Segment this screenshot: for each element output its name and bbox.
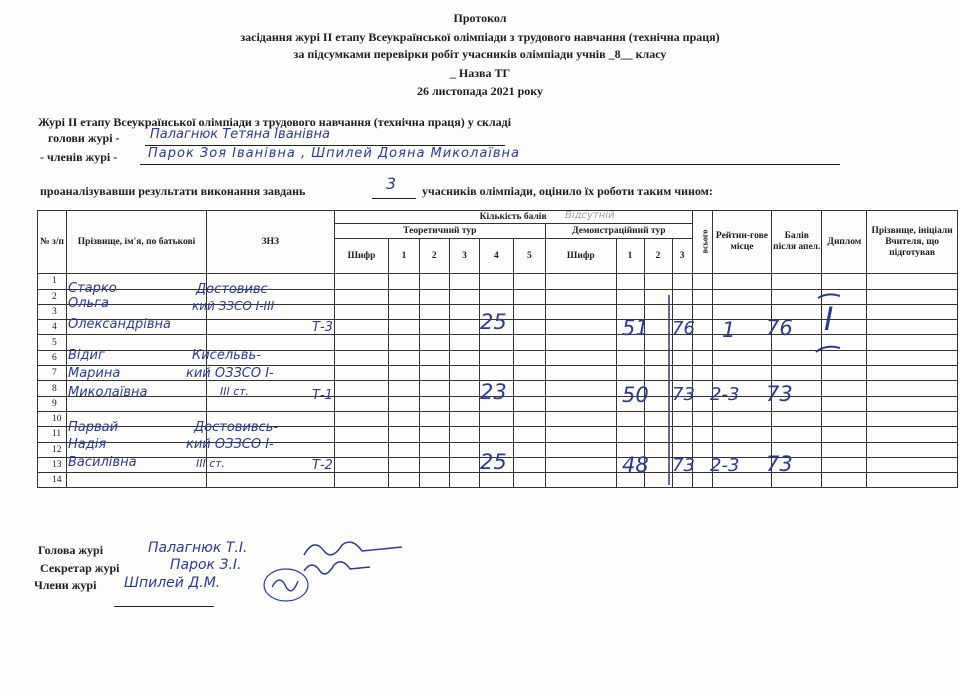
table-cell	[546, 274, 617, 289]
table-cell	[692, 427, 712, 442]
entry-total: 76	[672, 318, 695, 339]
table-cell	[867, 427, 958, 442]
table-cell	[513, 350, 545, 365]
table-cell	[546, 396, 617, 411]
demo-q2: 2	[644, 239, 672, 274]
table-cell	[867, 457, 958, 472]
table-cell	[334, 366, 389, 381]
row-number: 6	[38, 350, 67, 365]
table-cell	[546, 411, 617, 426]
table-cell	[672, 411, 692, 426]
table-cell	[822, 366, 867, 381]
entry-theory-score: 25	[480, 310, 507, 334]
head-value: Палагнюк Тетяна Іванівна	[150, 127, 330, 142]
stamp-note: Відсутній	[565, 210, 615, 221]
table-cell	[419, 473, 449, 488]
table-cell	[692, 289, 712, 304]
entry-name: Миколаївна	[68, 385, 148, 400]
col-scores-header: Кількість балів	[334, 211, 692, 224]
table-cell	[822, 473, 867, 488]
table-cell	[480, 350, 514, 365]
table-cell	[513, 473, 545, 488]
entry-name: Василівна	[68, 455, 137, 470]
table-cell	[419, 442, 449, 457]
table-cell	[449, 396, 479, 411]
analysis-count: 3	[386, 174, 397, 193]
table-cell	[712, 427, 771, 442]
row-number: 13	[38, 457, 67, 472]
entry-school: Кисельвь-	[192, 348, 261, 363]
theory-q1: 1	[389, 239, 419, 274]
table-cell	[546, 473, 617, 488]
table-cell	[513, 304, 545, 319]
entry-appeal: 76	[766, 316, 793, 340]
sign-secretary-value: Парок З.І.	[170, 557, 242, 573]
protocol-community: _ Назва ТГ	[449, 66, 511, 80]
table-cell	[867, 473, 958, 488]
table-cell	[867, 289, 958, 304]
table-cell	[419, 335, 449, 350]
table-cell	[867, 335, 958, 350]
table-cell	[334, 411, 389, 426]
table-cell	[419, 457, 449, 472]
entry-appeal: 73	[766, 382, 793, 406]
entry-name: Старко	[68, 281, 117, 296]
protocol-class-line: за підсумками перевірки робіт учасників олімпіади учнів _8__ класу	[293, 47, 667, 61]
row-number: 3	[38, 304, 67, 319]
row-number: 11	[38, 427, 67, 442]
entry-school: ІІІ ст.	[220, 385, 250, 398]
entry-school: ІІІ ст.	[196, 457, 226, 470]
entry-demo-score: 51	[622, 316, 649, 340]
entry-school: кий ОЗЗСО І-	[186, 437, 274, 452]
table-cell	[772, 274, 822, 289]
table-cell	[692, 320, 712, 335]
table-cell	[692, 304, 712, 319]
table-cell	[867, 320, 958, 335]
table-cell	[822, 442, 867, 457]
table-cell	[480, 366, 514, 381]
entry-school: кий ЗЗСО І-ІІІ	[192, 299, 275, 313]
entry-name: Відиг	[68, 348, 105, 363]
table-cell	[546, 457, 617, 472]
table-cell	[449, 442, 479, 457]
table-cell	[867, 274, 958, 289]
entry-name: Надія	[68, 437, 107, 452]
entry-name: Парвай	[68, 420, 119, 435]
col-demo-header: Демонстраційний тур	[546, 224, 693, 239]
table-cell	[389, 411, 419, 426]
table-cell	[867, 442, 958, 457]
table-cell	[449, 473, 479, 488]
table-cell	[334, 274, 389, 289]
table-cell	[449, 335, 479, 350]
entry-school: Достовивсь-	[194, 420, 279, 435]
table-cell	[334, 304, 389, 319]
entry-demo-score: 50	[622, 383, 649, 407]
table-cell	[449, 457, 479, 472]
table-cell	[206, 473, 334, 488]
protocol-subtitle: засідання журі ІІ етапу Всеукраїнської олімпіади з трудового навчання (технічна праця)	[240, 30, 720, 44]
table-cell	[822, 274, 867, 289]
table-cell	[672, 366, 692, 381]
table-cell	[389, 473, 419, 488]
table-cell	[616, 289, 644, 304]
table-cell	[449, 350, 479, 365]
analysis-suffix: учасників олімпіади, оцінило їх роботи таким чином:	[422, 184, 713, 198]
table-cell	[616, 411, 644, 426]
entry-school: кий ОЗЗСО І-	[186, 366, 274, 381]
sign-secretary-label: Секретар журі	[40, 561, 120, 575]
table-cell	[389, 427, 419, 442]
table-cell	[449, 274, 479, 289]
row-number: 14	[38, 473, 67, 488]
row-number: 9	[38, 396, 67, 411]
table-cell	[513, 335, 545, 350]
table-row	[38, 473, 958, 488]
table-cell	[419, 350, 449, 365]
head-label: голови журі -	[48, 131, 120, 145]
protocol-title: Протокол	[453, 11, 507, 25]
analysis-underline	[372, 198, 416, 199]
entry-appeal: 73	[766, 452, 793, 476]
table-cell	[822, 381, 867, 396]
table-cell	[449, 320, 479, 335]
entry-theory-score: 25	[480, 450, 507, 474]
table-cell	[389, 289, 419, 304]
table-row	[38, 427, 958, 442]
table-cell	[334, 427, 389, 442]
theory-q2: 2	[419, 239, 449, 274]
entry-total: 73	[672, 384, 695, 405]
table-cell	[389, 457, 419, 472]
table-row	[38, 366, 958, 381]
table-cell	[692, 366, 712, 381]
table-cell	[546, 320, 617, 335]
table-cell	[672, 274, 692, 289]
table-cell	[867, 304, 958, 319]
table-cell	[644, 274, 672, 289]
table-cell	[692, 274, 712, 289]
table-cell	[616, 274, 644, 289]
table-cell	[334, 457, 389, 472]
table-cell	[616, 427, 644, 442]
table-cell	[449, 366, 479, 381]
theory-q4: 4	[480, 239, 514, 274]
table-cell	[867, 381, 958, 396]
table-cell	[692, 411, 712, 426]
table-cell	[389, 366, 419, 381]
table-cell	[480, 427, 514, 442]
row-number: 7	[38, 366, 67, 381]
table-cell	[334, 442, 389, 457]
demo-cipher-header: Шифр	[546, 239, 617, 274]
jury-intro: Журі ІІ етапу Всеукраїнської олімпіади з трудового навчання (технічна праця) у складі	[38, 115, 512, 129]
diploma-marks	[810, 290, 850, 360]
entry-name: Олександрівна	[68, 317, 171, 332]
sign-head-label: Голова журі	[38, 543, 104, 557]
table-cell	[822, 427, 867, 442]
col-total-label: всього	[699, 229, 709, 254]
col-diploma-header: Диплом	[822, 211, 867, 274]
entry-diploma: I	[824, 300, 834, 338]
table-cell	[513, 427, 545, 442]
table-cell	[672, 427, 692, 442]
table-cell	[389, 335, 419, 350]
members-label: - членів журі -	[40, 150, 118, 164]
table-cell	[419, 289, 449, 304]
table-cell	[546, 289, 617, 304]
table-cell	[692, 350, 712, 365]
sign-members-label: Члени журі	[34, 578, 97, 592]
table-cell	[822, 411, 867, 426]
demo-q3: 3	[672, 239, 692, 274]
entry-cipher: Т-2	[312, 458, 333, 473]
table-cell	[772, 366, 822, 381]
table-cell	[772, 427, 822, 442]
table-cell	[480, 289, 514, 304]
table-cell	[419, 396, 449, 411]
table-cell	[546, 304, 617, 319]
table-cell	[389, 304, 419, 319]
table-row	[38, 411, 958, 426]
table-cell	[546, 335, 617, 350]
table-cell	[419, 427, 449, 442]
row-number: 8	[38, 381, 67, 396]
table-cell	[546, 442, 617, 457]
table-cell	[513, 289, 545, 304]
entry-rank: 1	[722, 318, 736, 342]
table-cell	[334, 473, 389, 488]
table-cell	[672, 289, 692, 304]
sign-members-scribble	[258, 565, 318, 605]
table-cell	[419, 366, 449, 381]
row-number: 2	[38, 289, 67, 304]
table-cell	[389, 320, 419, 335]
table-cell	[822, 396, 867, 411]
table-cell	[867, 411, 958, 426]
table-cell	[616, 366, 644, 381]
table-cell	[712, 289, 771, 304]
table-cell	[334, 381, 389, 396]
table-cell	[867, 366, 958, 381]
table-cell	[513, 396, 545, 411]
col-school-header: ЗНЗ	[206, 211, 334, 274]
entry-name: Ольга	[68, 296, 109, 311]
col-appeal-header: Балів після апел.	[772, 211, 822, 274]
theory-cipher-header: Шифр	[334, 239, 389, 274]
pen-line	[666, 295, 672, 485]
col-rank-header: Рейтин-гове місце	[712, 211, 771, 274]
members-underline	[140, 164, 840, 165]
table-cell	[546, 381, 617, 396]
row-number: 12	[38, 442, 67, 457]
col-theory-header: Теоретичний тур	[334, 224, 546, 239]
entry-cipher: Т-1	[312, 388, 333, 403]
table-cell	[419, 274, 449, 289]
table-cell	[513, 457, 545, 472]
entry-school: Достовивс-	[196, 282, 273, 297]
row-number: 4	[38, 320, 67, 335]
table-cell	[867, 396, 958, 411]
sign-head-value: Палагнюк Т.І.	[148, 540, 248, 556]
entry-theory-score: 23	[480, 380, 507, 404]
table-cell	[513, 320, 545, 335]
col-total-header	[692, 211, 712, 274]
table-cell	[449, 304, 479, 319]
table-cell	[480, 473, 514, 488]
members-sign-line	[114, 606, 214, 607]
protocol-date: 26 листопада 2021 року	[416, 84, 544, 98]
table-cell	[419, 320, 449, 335]
table-cell	[480, 274, 514, 289]
table-row	[38, 274, 958, 289]
table-cell	[546, 366, 617, 381]
table-cell	[513, 381, 545, 396]
table-cell	[480, 411, 514, 426]
table-cell	[712, 350, 771, 365]
table-cell	[712, 274, 771, 289]
col-num-header: № з/п	[38, 211, 67, 274]
table-cell	[513, 366, 545, 381]
table-cell	[513, 442, 545, 457]
members-value: Парок Зоя Іванівна , Шпилей Дояна Миколаївна	[148, 146, 521, 161]
table-cell	[334, 335, 389, 350]
table-cell	[67, 473, 207, 488]
entry-cipher: Т-3	[312, 320, 333, 335]
table-cell	[712, 411, 771, 426]
table-cell	[449, 289, 479, 304]
table-cell	[672, 350, 692, 365]
theory-q3: 3	[449, 239, 479, 274]
entry-rank: 2-3	[710, 455, 740, 476]
table-cell	[419, 411, 449, 426]
table-cell	[389, 350, 419, 365]
col-teacher-header: Прізвище, ініціали Вчителя, що підготував	[867, 211, 958, 274]
table-cell	[419, 381, 449, 396]
table-cell	[449, 427, 479, 442]
table-cell	[389, 381, 419, 396]
row-number: 5	[38, 335, 67, 350]
theory-q5: 5	[513, 239, 545, 274]
sign-members-value: Шпилей Д.М.	[124, 575, 221, 591]
table-cell	[389, 396, 419, 411]
table-cell	[772, 411, 822, 426]
row-number: 10	[38, 411, 67, 426]
table-cell	[419, 304, 449, 319]
table-cell	[867, 350, 958, 365]
table-cell	[480, 335, 514, 350]
entry-demo-score: 48	[622, 453, 649, 477]
analysis-prefix: проаналізувавши результати виконання завдань	[40, 184, 306, 198]
table-cell	[546, 350, 617, 365]
table-cell	[334, 350, 389, 365]
entry-name: Марина	[68, 366, 121, 381]
demo-q1: 1	[616, 239, 644, 274]
table-cell	[616, 350, 644, 365]
entry-total: 73	[672, 455, 695, 476]
table-cell	[692, 335, 712, 350]
table-cell	[822, 457, 867, 472]
table-cell	[334, 320, 389, 335]
table-cell	[712, 366, 771, 381]
table-cell	[389, 274, 419, 289]
entry-rank: 2-3	[710, 384, 740, 405]
row-number: 1	[38, 274, 67, 289]
table-cell	[389, 442, 419, 457]
table-cell	[546, 427, 617, 442]
table-cell	[449, 381, 479, 396]
col-name-header: Прізвище, ім'я, по батькові	[67, 211, 207, 274]
table-cell	[334, 289, 389, 304]
table-cell	[513, 411, 545, 426]
table-cell	[334, 396, 389, 411]
table-cell	[513, 274, 545, 289]
table-cell	[449, 411, 479, 426]
